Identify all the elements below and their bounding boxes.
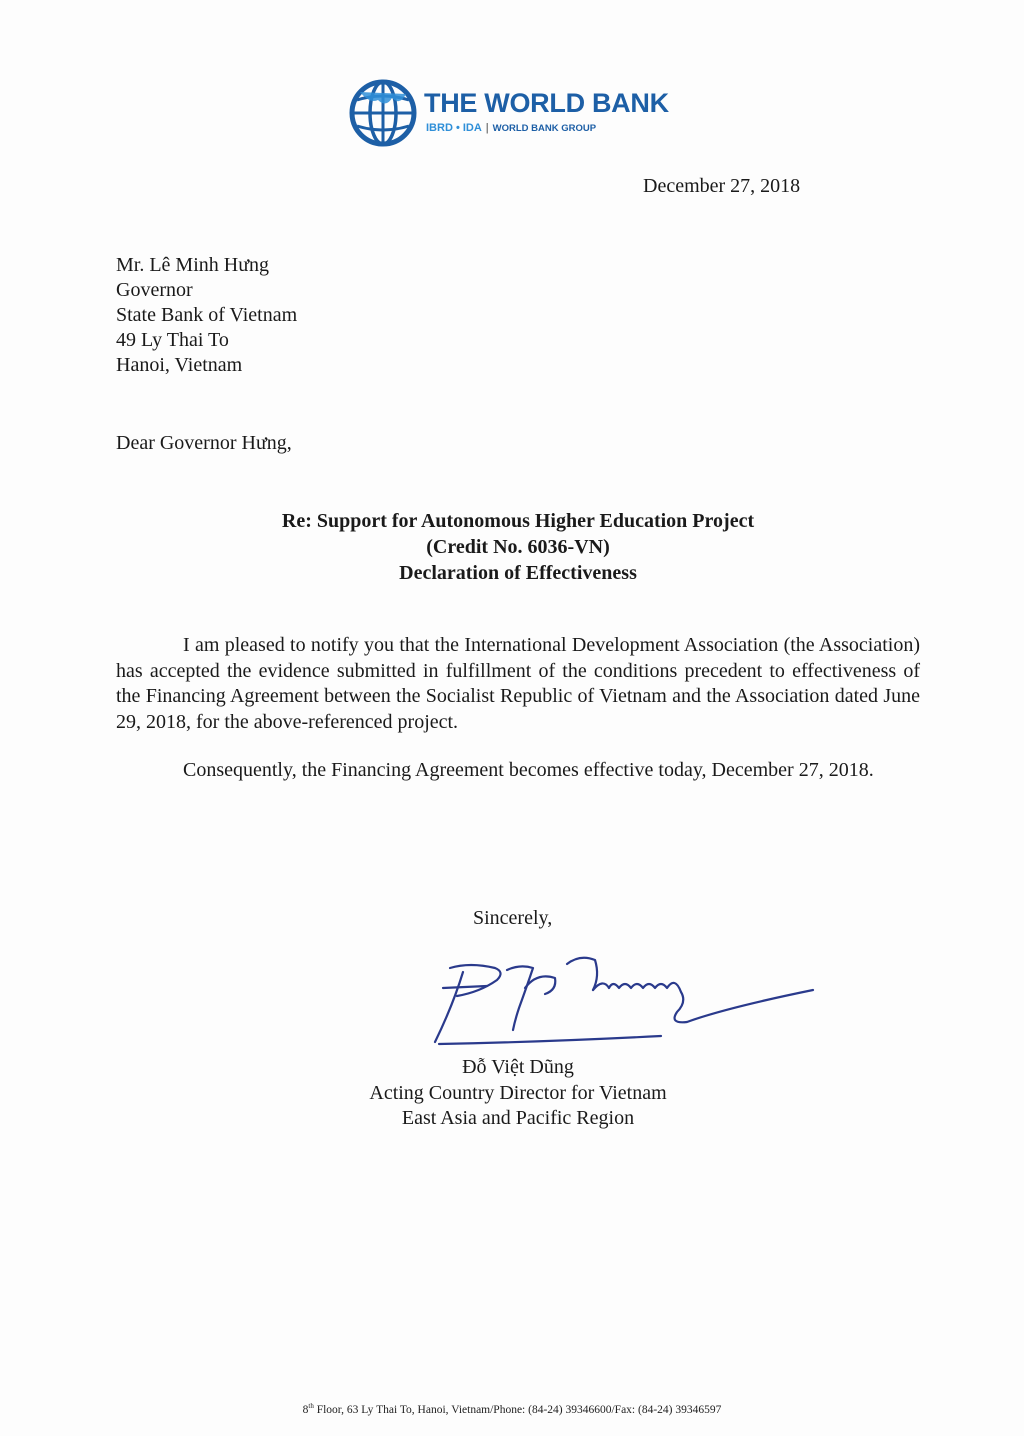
group-label: WORLD BANK GROUP bbox=[492, 123, 597, 134]
body-paragraph-1: I am pleased to notify you that the International Development Association (the Association) has accepted the evidence submitted in fulfillment of the conditions precedent to effectiveness of the Financing Agreement between the Socialist Republic of Vietnam and the Association dated June 29, 2018, for the above-referenced project. bbox=[116, 634, 920, 733]
subject-line-2: (Credit No. 6036-VN) bbox=[426, 536, 610, 558]
recipient-title: Governor bbox=[116, 279, 193, 301]
recipient-address bbox=[116, 253, 297, 378]
signer-block bbox=[340, 1055, 696, 1132]
footer-floor-suffix: th bbox=[308, 1402, 314, 1410]
footer-floor-number: 8 bbox=[302, 1403, 309, 1416]
world-bank-logo bbox=[348, 78, 693, 150]
subject-block bbox=[116, 508, 920, 586]
recipient-city: Hanoi, Vietnam bbox=[116, 354, 243, 376]
recipient-street: 49 Ly Thai To bbox=[116, 329, 229, 351]
handwritten-signature bbox=[425, 950, 815, 1050]
organization-subtitle bbox=[426, 122, 596, 134]
organization-name: THE WORLD BANK bbox=[424, 88, 669, 118]
salutation: Dear Governor Hưng, bbox=[116, 432, 292, 454]
body-paragraph-2: Consequently, the Financing Agreement becomes effective today, December 27, 2018. bbox=[183, 759, 874, 781]
footer-contact bbox=[0, 1402, 1024, 1416]
signer-region: East Asia and Pacific Region bbox=[401, 1107, 635, 1129]
signer-name: Đỗ Việt Dũng bbox=[462, 1056, 574, 1078]
subject-line-1: Re: Support for Autonomous Higher Education Project bbox=[281, 510, 755, 532]
footer-address: Floor, 63 Ly Thai To, Hanoi, Vietnam/Phone: (84-24) 39346600/Fax: (84-24) 39346597 bbox=[313, 1403, 722, 1416]
closing: Sincerely, bbox=[473, 907, 553, 929]
subject-line-3: Declaration of Effectiveness bbox=[399, 562, 637, 584]
recipient-organization: State Bank of Vietnam bbox=[116, 304, 298, 326]
signer-title: Acting Country Director for Vietnam bbox=[369, 1081, 667, 1104]
subtitle-separator: | bbox=[485, 122, 489, 134]
ibrd-ida-label: IBRD • IDA bbox=[426, 122, 482, 134]
recipient-name: Mr. Lê Minh Hưng bbox=[116, 254, 270, 276]
letter-date: December 27, 2018 bbox=[643, 175, 801, 197]
globe-icon bbox=[348, 78, 418, 148]
